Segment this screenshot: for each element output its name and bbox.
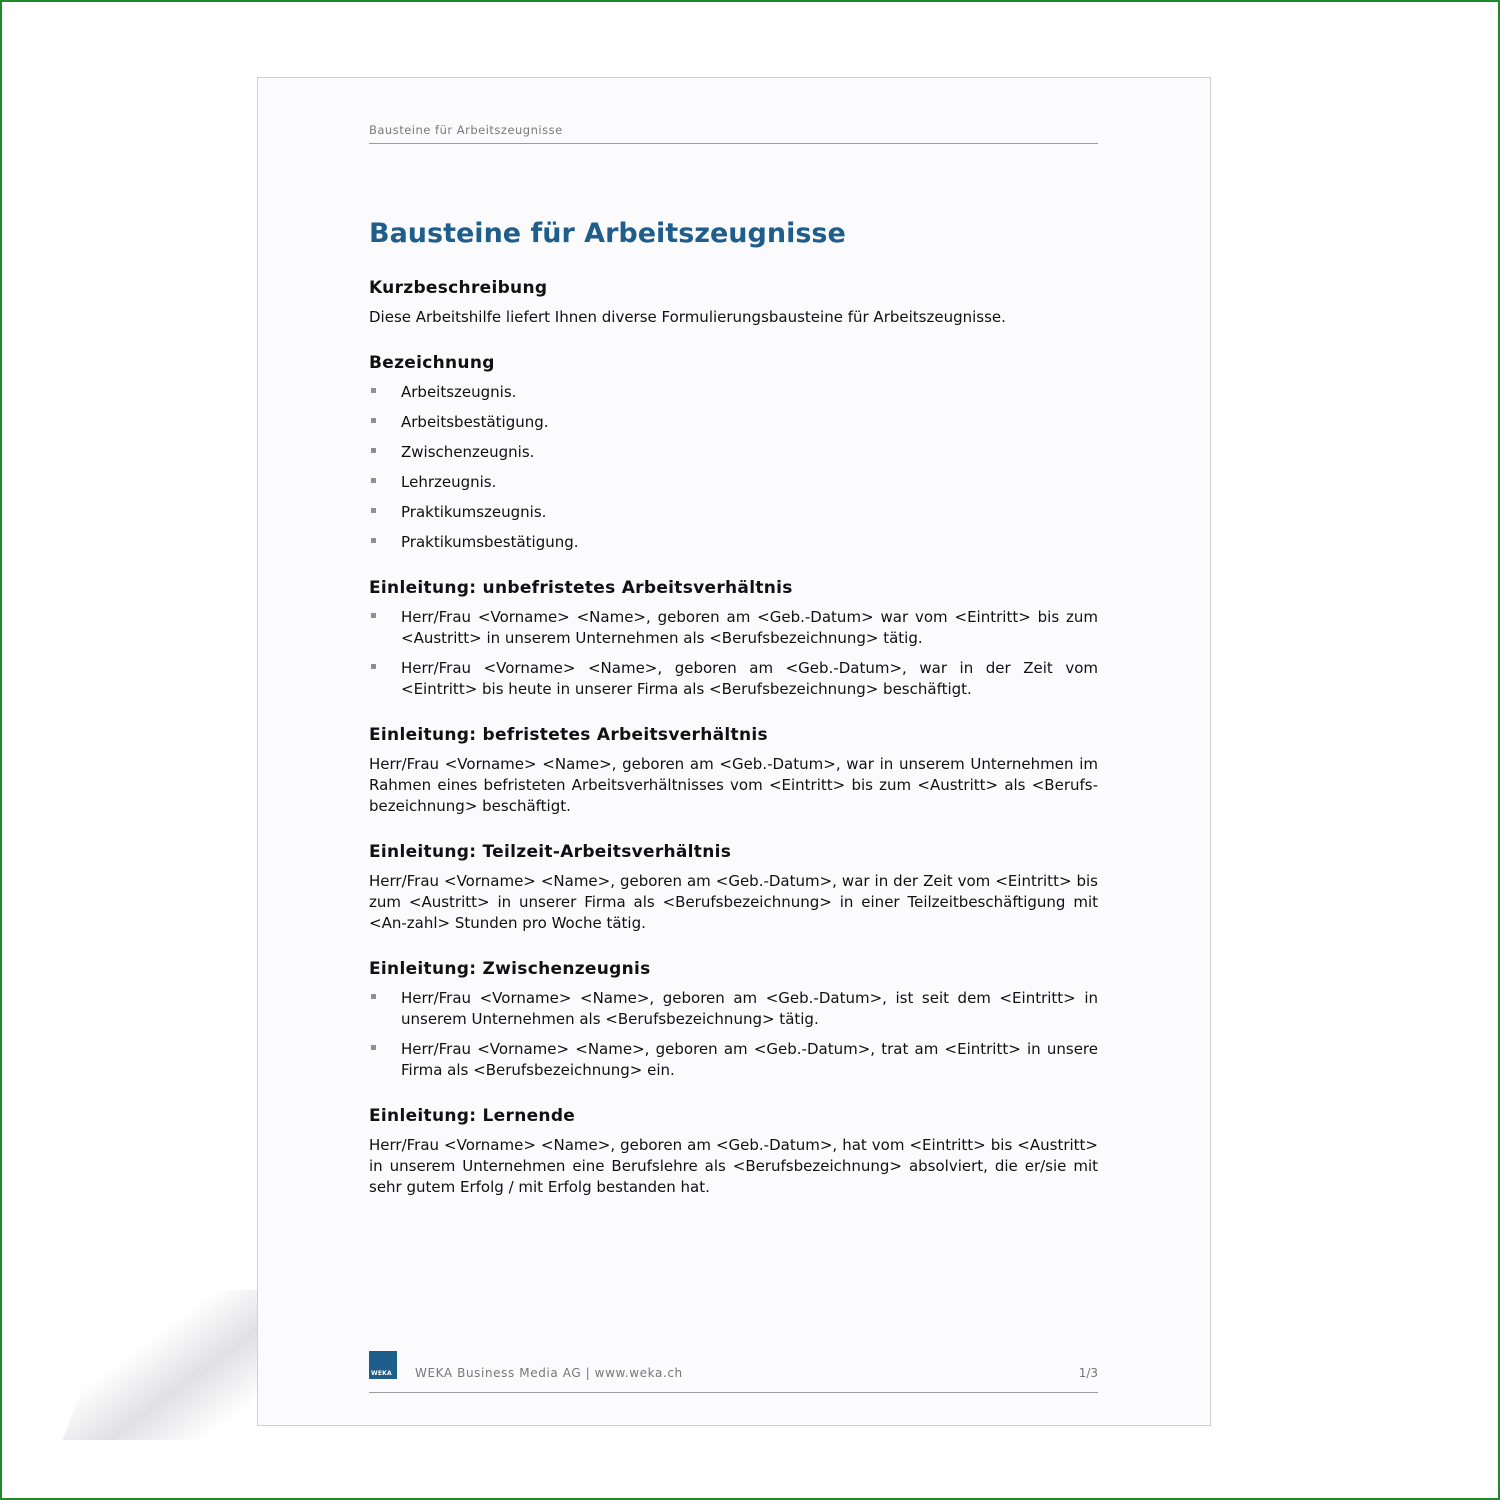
section-lernende	[369, 1106, 1098, 1198]
bullet-icon	[371, 448, 376, 453]
list-item-text: Arbeitszeugnis.	[401, 383, 517, 401]
bullet-icon	[371, 538, 376, 543]
section-teilzeit	[369, 842, 1098, 934]
bullet-icon	[371, 664, 376, 669]
list-item-text: Zwischenzeugnis.	[401, 443, 535, 461]
running-header: Bausteine für Arbeitszeugnisse	[369, 123, 1098, 144]
list-item-text: Arbeitsbestätigung.	[401, 413, 549, 431]
list-item-text: Praktikumszeugnis.	[401, 503, 547, 521]
footer-company: WEKA Business Media AG | www.weka.ch	[415, 1366, 683, 1380]
list-item	[369, 658, 1098, 700]
bullet-list	[369, 988, 1098, 1081]
bullet-icon	[371, 418, 376, 423]
section-zwischenzeugnis	[369, 959, 1098, 1081]
list-item-text: Lehrzeugnis.	[401, 473, 497, 491]
bullet-icon	[371, 508, 376, 513]
list-item-text: Herr/Frau <Vorname> <Name>, geboren am <Geb.-Datum>, ist seit dem <Eintritt> in unserem Unternehmen als <Berufsbezeichnung> tätig.	[401, 989, 1098, 1028]
bullet-icon	[371, 994, 376, 999]
list-item	[369, 988, 1098, 1030]
section-text: Herr/Frau <Vorname> <Name>, geboren am <Geb.-Datum>, hat vom <Eintritt> bis <Austritt> in unserem Unternehmen eine Berufslehre als <Berufsbezeichnung> absolviert, die er/sie mit sehr gutem Erfolg / mit Erfolg bestanden hat.	[369, 1136, 1098, 1196]
list-item	[369, 532, 1098, 553]
list-item	[369, 502, 1098, 523]
section-heading: Kurzbeschreibung	[369, 278, 548, 298]
list-item	[369, 1039, 1098, 1081]
bullet-icon	[371, 613, 376, 618]
list-item-text: Praktikumsbestätigung.	[401, 533, 579, 551]
section-heading: Einleitung: unbefristetes Arbeitsverhältnis	[369, 578, 793, 598]
section-befristet	[369, 725, 1098, 817]
section-kurzbeschreibung	[369, 278, 1098, 328]
bullet-icon	[371, 478, 376, 483]
list-item-text: Herr/Frau <Vorname> <Name>, geboren am <Geb.-Datum>, war in der Zeit vom <Eintritt> bis heute in unserer Firma als <Berufsbezeichnung> beschäftigt.	[401, 659, 1098, 698]
list-item	[369, 442, 1098, 463]
section-bezeichnung	[369, 353, 1098, 553]
list-item	[369, 472, 1098, 493]
section-heading: Einleitung: befristetes Arbeitsverhältnis	[369, 725, 768, 745]
list-item-text: Herr/Frau <Vorname> <Name>, geboren am <Geb.-Datum>, trat am <Eintritt> in unsere Firma als <Berufsbezeichnung> ein.	[401, 1040, 1098, 1079]
section-heading: Einleitung: Teilzeit-Arbeitsverhältnis	[369, 842, 732, 862]
list-item-text: Herr/Frau <Vorname> <Name>, geboren am <Geb.-Datum> war vom <Eintritt> bis zum <Austritt> in unserem Unternehmen als <Berufsbezeichnung> tätig.	[401, 608, 1098, 647]
document-title: Bausteine für Arbeitszeugnisse	[369, 218, 846, 249]
page-footer	[369, 1348, 1098, 1393]
bullet-icon	[371, 1045, 376, 1050]
section-heading: Einleitung: Zwischenzeugnis	[369, 959, 651, 979]
weka-logo	[369, 1351, 397, 1379]
section-unbefristet	[369, 578, 1098, 700]
bullet-list	[369, 382, 1098, 553]
list-item	[369, 412, 1098, 433]
section-text: Herr/Frau <Vorname> <Name>, geboren am <Geb.-Datum>, war in unserem Unternehmen im Rahmen eines befristeten Arbeitsverhältnisses vom <Eintritt> bis zum <Austritt> als <Berufs-bezeichnung> beschäftigt.	[369, 755, 1098, 815]
list-item	[369, 382, 1098, 403]
section-text: Diese Arbeitshilfe liefert Ihnen diverse Formulierungsbausteine für Arbeitszeugnisse.	[369, 308, 1006, 326]
document-body	[369, 278, 1098, 1223]
section-text: Herr/Frau <Vorname> <Name>, geboren am <Geb.-Datum>, war in der Zeit vom <Eintritt> bis zum <Austritt> in unserer Firma als <Berufsbezeichnung> in einer Teilzeitbeschäftigung mit <An-zahl> Stunden pro Woche tätig.	[369, 872, 1098, 932]
document-page	[257, 77, 1211, 1426]
section-heading: Bezeichnung	[369, 353, 495, 373]
bullet-icon	[371, 388, 376, 393]
list-item	[369, 607, 1098, 649]
page-number: 1/3	[1078, 1366, 1098, 1380]
section-heading: Einleitung: Lernende	[369, 1106, 576, 1126]
bullet-list	[369, 607, 1098, 700]
logo-text: WEKA	[371, 1370, 392, 1377]
